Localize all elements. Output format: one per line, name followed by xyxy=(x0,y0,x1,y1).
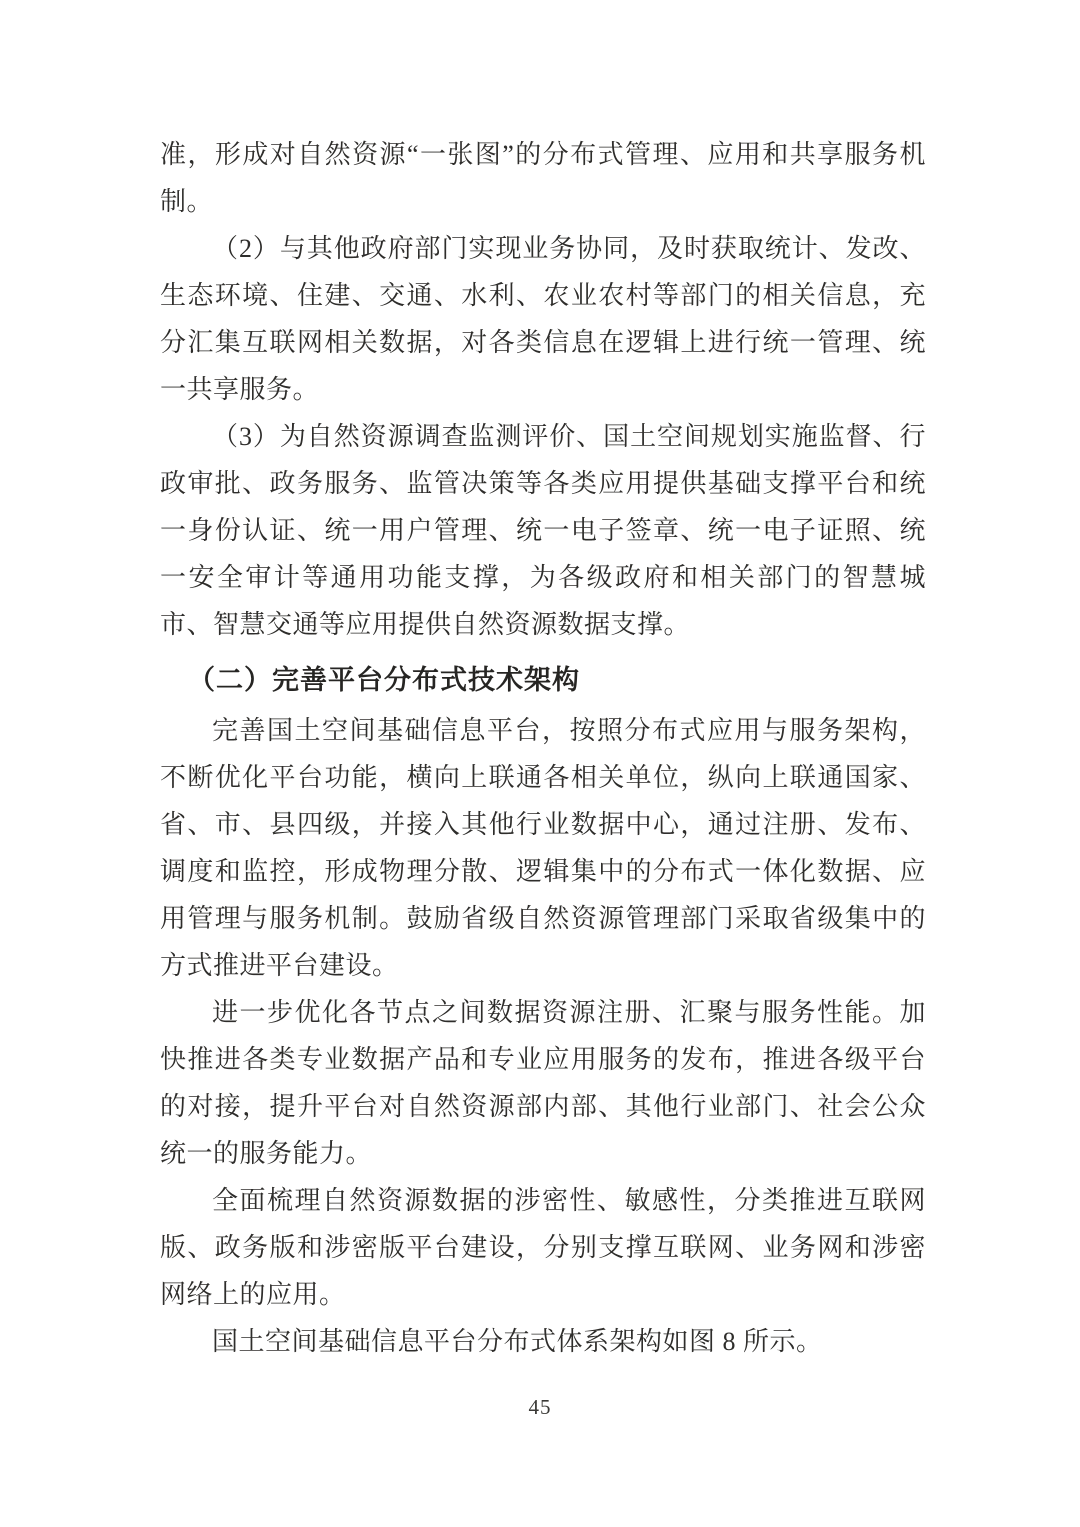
paragraph-continuation: 准，形成对自然资源“一张图”的分布式管理、应用和共享服务机制。 xyxy=(160,140,926,216)
paragraph-data-classification: 全面梳理自然资源数据的涉密性、敏感性，分类推进互联网版、政务版和涉密版平台建设，分别支撑互联网、业务网和涉密网络上的应用。 xyxy=(160,1186,926,1309)
page-number: 45 xyxy=(528,1395,552,1419)
paragraph-node-optimization: 进一步优化各节点之间数据资源注册、汇聚与服务性能。加快推进各类专业数据产品和专业应用服务的发布，推进各级平台的对接，提升平台对自然资源部内部、其他行业部门、社会公众统一的服务能力。 xyxy=(160,998,926,1168)
section-heading: （二）完善平台分布式技术架构 xyxy=(188,665,580,695)
page-body xyxy=(160,131,926,1365)
paragraph-item-2: （2）与其他政府部门实现业务协同，及时获取统计、发改、生态环境、住建、交通、水利、农业农村等部门的相关信息，充分汇集互联网相关数据，对各类信息在逻辑上进行统一管理、统一共享服务。 xyxy=(160,234,926,404)
paragraph-item-3: （3）为自然资源调查监测评价、国土空间规划实施监督、行政审批、政务服务、监管决策等各类应用提供基础支撑平台和统一身份认证、统一用户管理、统一电子签章、统一电子证照、统一安全审计等通用功能支撑，为各级政府和相关部门的智慧城市、智慧交通等应用提供自然资源数据支撑。 xyxy=(160,422,926,639)
paragraph-platform-architecture: 完善国土空间基础信息平台，按照分布式应用与服务架构，不断优化平台功能，横向上联通各相关单位，纵向上联通国家、省、市、县四级，并接入其他行业数据中心，通过注册、发布、调度和监控，形成物理分散、逻辑集中的分布式一体化数据、应用管理与服务机制。鼓励省级自然资源管理部门采取省级集中的方式推进平台建设。 xyxy=(160,716,926,980)
paragraph-figure-reference: 国土空间基础信息平台分布式体系架构如图 8 所示。 xyxy=(212,1327,823,1356)
